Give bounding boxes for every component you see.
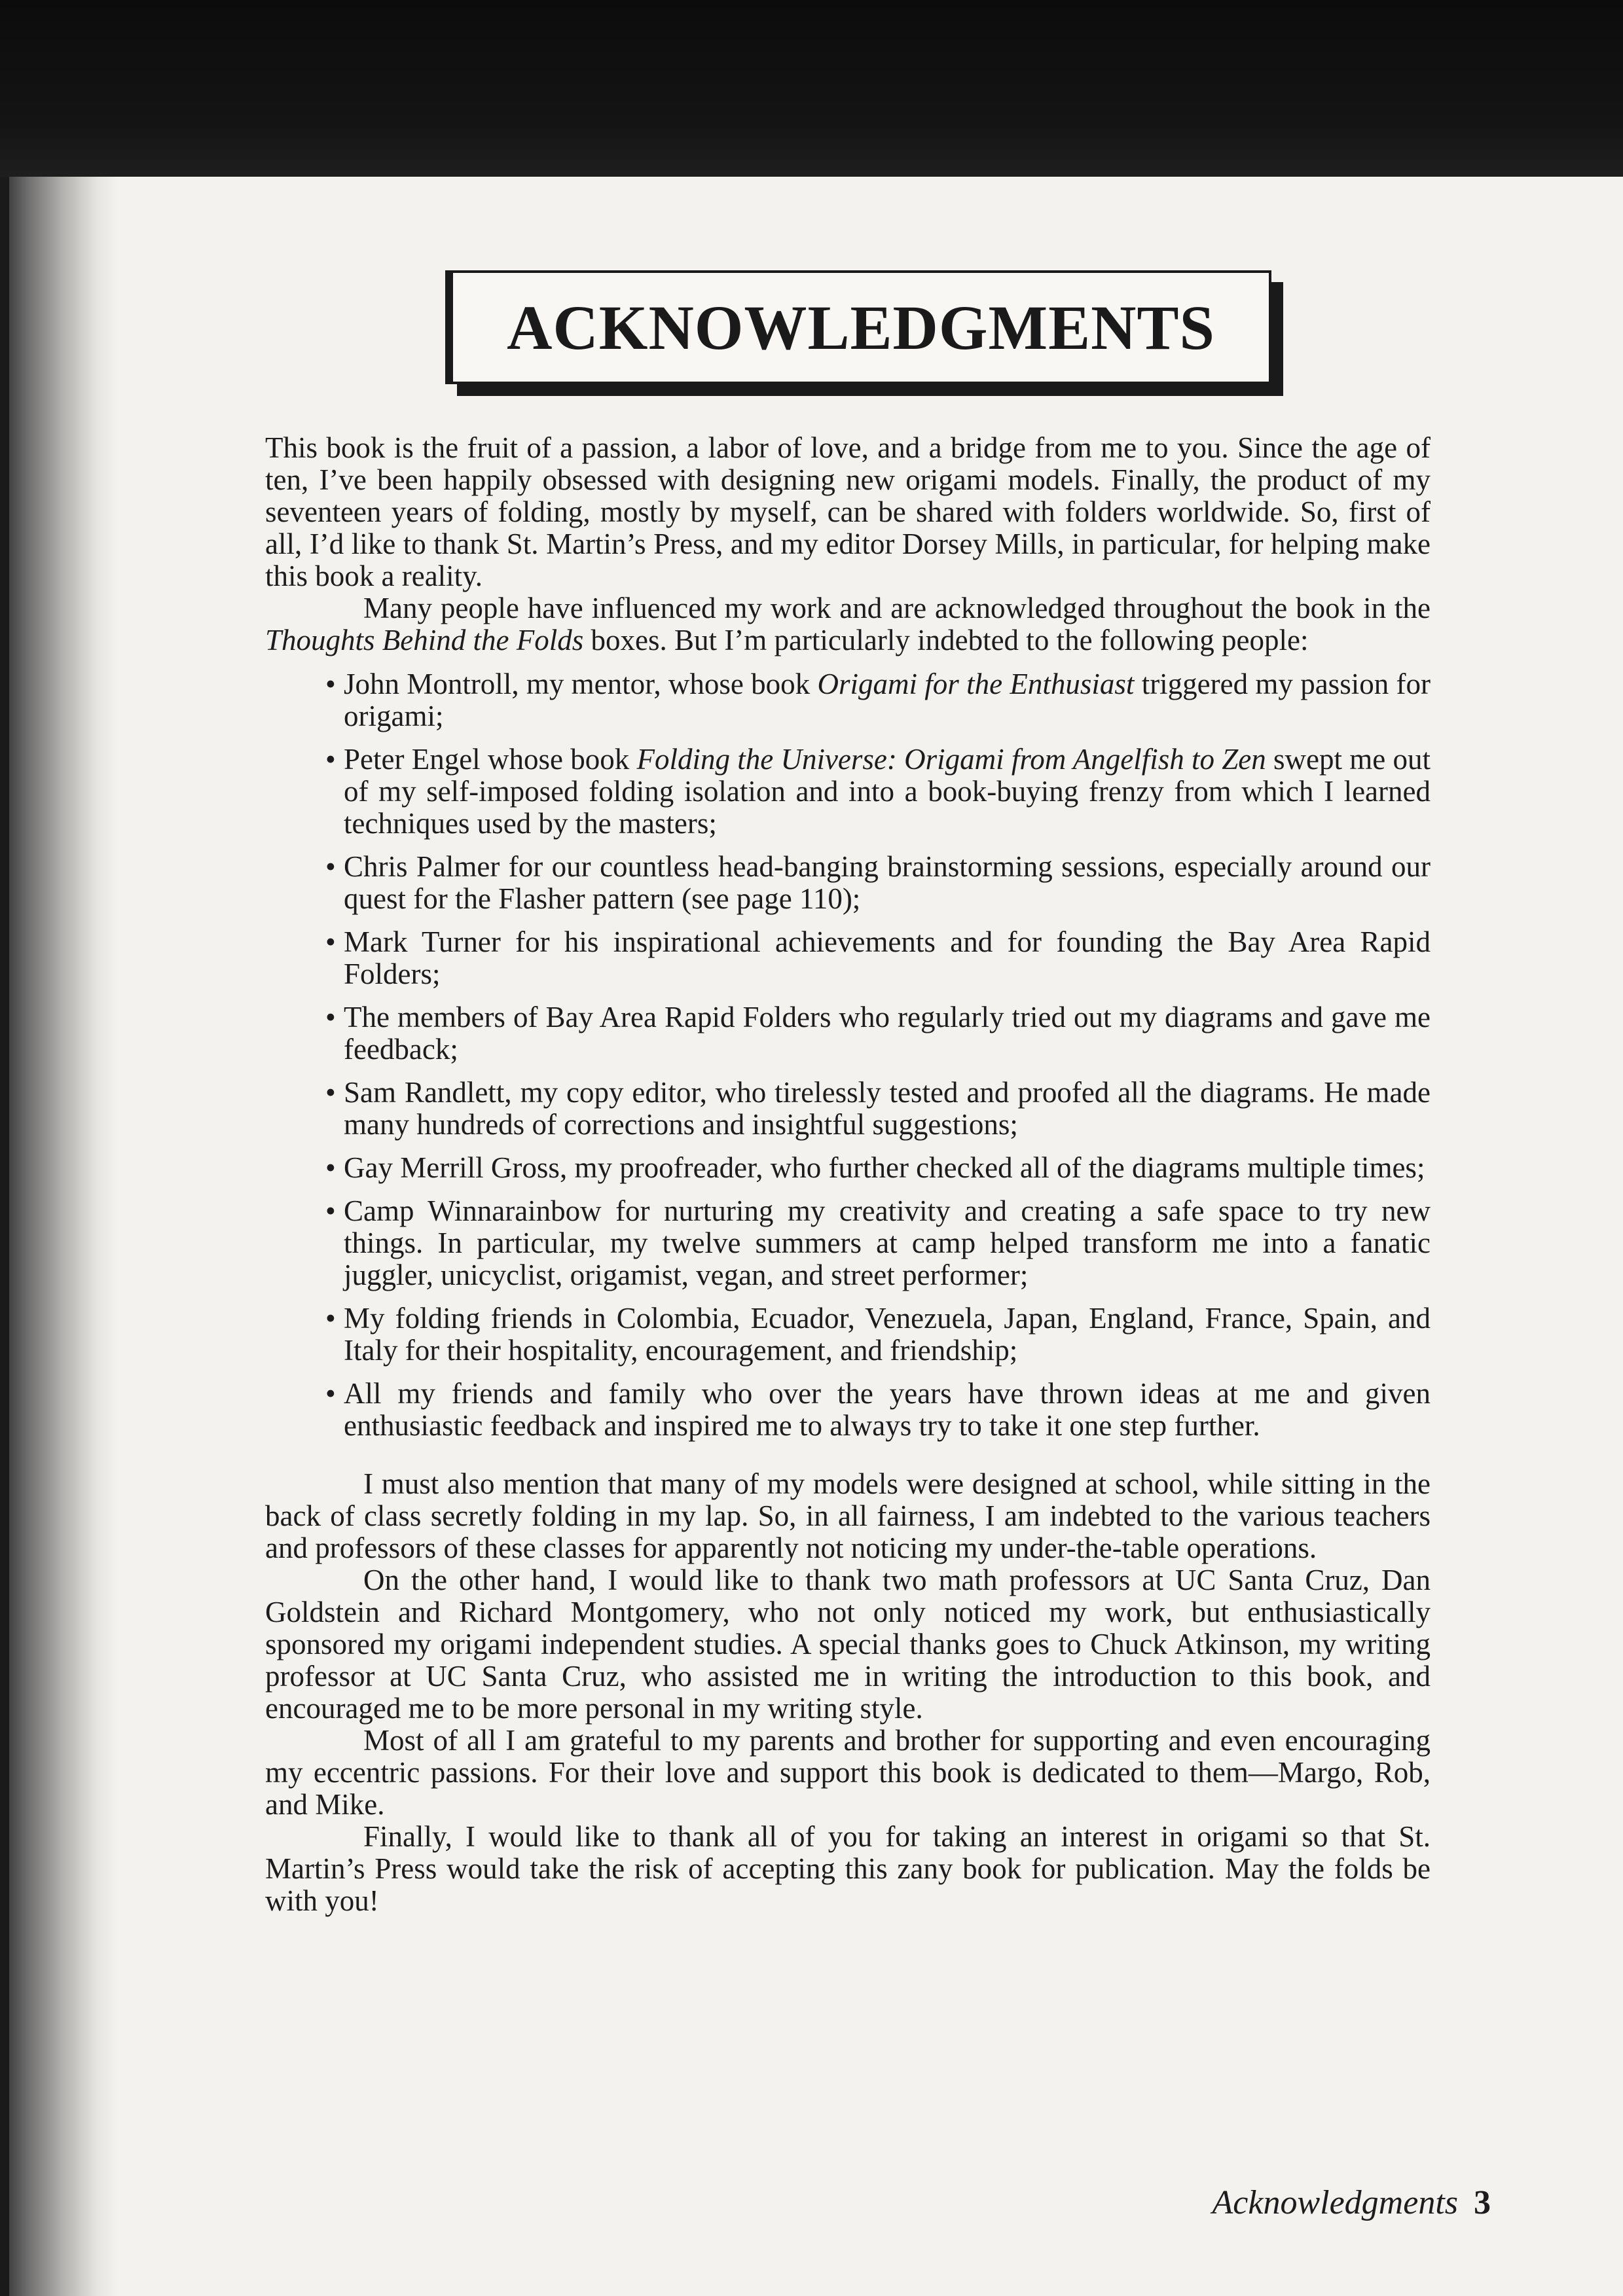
influences-paragraph: Many people have influenced my work and are acknowledged throughout the book in the Thoughts Behind the Folds boxes. But I’m particularly indebted to the following people:: [265, 592, 1431, 656]
page-title: ACKNOWLEDGMENTS: [507, 292, 1215, 363]
book-spine-edge: [0, 177, 9, 2296]
body-text: [265, 432, 1431, 1917]
list-item: • Sam Randlett, my copy editor, who tirelessly tested and proofed all the diagrams. He made many hundreds of corrections and insightful suggestions;: [325, 1076, 1431, 1141]
school-paragraph: I must also mention that many of my models were designed at school, while sitting in the back of class secretly folding in my lap. So, in all fairness, I am indebted to the various teachers and professors of these classes for apparently not noticing my under-the-table operations.: [265, 1467, 1431, 1564]
list-item: • Gay Merrill Gross, my proofreader, who further checked all of the diagrams multiple times;: [325, 1151, 1425, 1184]
readers-paragraph: Finally, I would like to thank all of you for taking an interest in origami so that St. Martin’s Press would take the risk of accepting this zany book for publication. May the folds be with you!: [265, 1820, 1431, 1917]
title-box: [445, 270, 1271, 384]
list-item: • Peter Engel whose book Folding the Universe: Origami from Angelfish to Zen swept me out of my self-imposed folding isolation and into a book-buying frenzy from which I learned techniques used by the masters;: [325, 743, 1431, 840]
family-paragraph: Most of all I am grateful to my parents and brother for supporting and even encouraging my eccentric passions. For their love and support this book is dedicated to them—Margo, Rob, and Mike.: [265, 1724, 1431, 1821]
page-footer: [1213, 2183, 1491, 2222]
list-item: • My folding friends in Colombia, Ecuador, Venezuela, Japan, England, France, Spain, and Italy for their hospitality, encouragement, and friendship;: [325, 1302, 1431, 1367]
intro-paragraph: This book is the fruit of a passion, a labor of love, and a bridge from me to you. Since the age of ten, I’ve been happily obsessed with designing new origami models. Finally, the product of my seventeen years of folding, mostly by myself, can be shared with folders worldwide. So, first of all, I’d like to thank St. Martin’s Press, and my editor Dorsey Mills, in particular, for helping make this book a reality.: [265, 431, 1431, 592]
acknowledged-people-list: [265, 668, 1431, 1442]
list-item: • Mark Turner for his inspirational achievements and for founding the Bay Area Rapid Folders;: [325, 925, 1431, 990]
scan-border-top: [0, 0, 1623, 177]
footer-section-title: Acknowledgments: [1212, 2184, 1458, 2221]
list-item: • All my friends and family who over the years have thrown ideas at me and given enthusiastic feedback and inspired me to always try to take it one step further.: [325, 1377, 1431, 1442]
book-spine-shadow: [0, 177, 118, 2296]
list-item: • Chris Palmer for our countless head-banging brainstorming sessions, especially around our quest for the Flasher pattern (see page 110);: [325, 850, 1431, 915]
page-number: 3: [1474, 2184, 1491, 2221]
list-item: • The members of Bay Area Rapid Folders who regularly tried out my diagrams and gave me feedback;: [325, 1001, 1431, 1066]
professors-paragraph: On the other hand, I would like to thank two math professors at UC Santa Cruz, Dan Goldstein and Richard Montgomery, who not only noticed my work, but enthusiastically sponsored my origami independent studies. A special thanks goes to Chuck Atkinson, my writing professor at UC Santa Cruz, who assisted me in writing the introduction to this book, and encouraged me to be more personal in my writing style.: [265, 1564, 1431, 1725]
list-item: • John Montroll, my mentor, whose book Origami for the Enthusiast triggered my passion for origami;: [325, 668, 1431, 732]
list-item: • Camp Winnarainbow for nurturing my creativity and creating a safe space to try new things. In particular, my twelve summers at camp helped transform me into a fanatic juggler, unicyclist, origamist, vegan, and street performer;: [325, 1194, 1431, 1291]
